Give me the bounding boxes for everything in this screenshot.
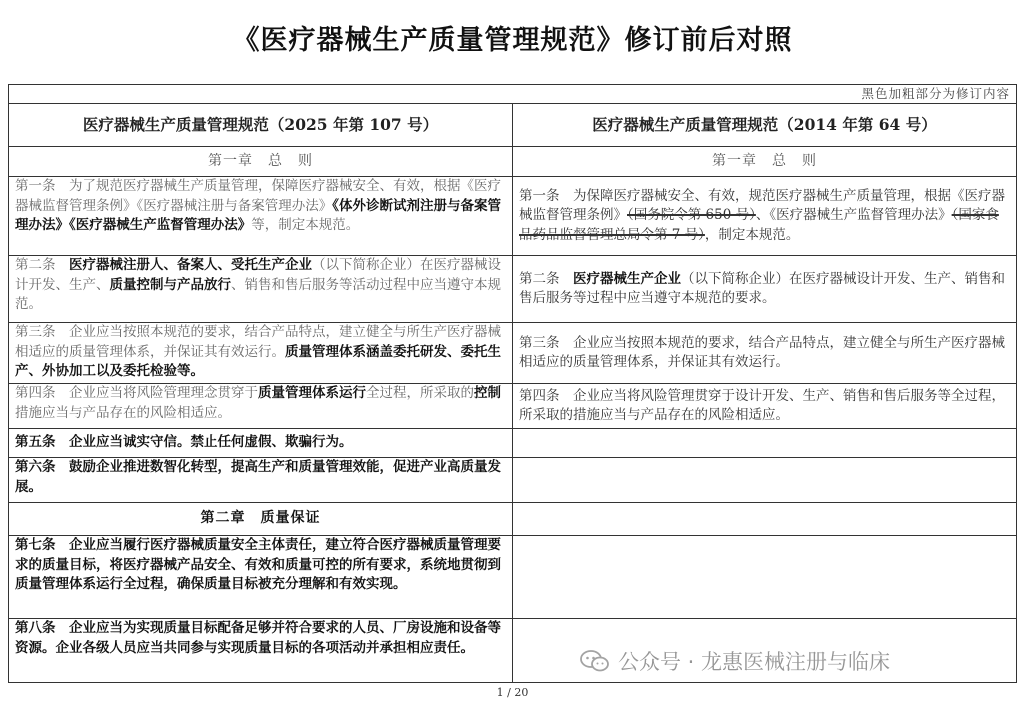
article-4-new: 第四条 企业应当将风险管理理念贯穿于质量管理体系运行全过程，所采取的控制措施应当与产品存在的风险相适应。 [9, 384, 513, 429]
article-1-new: 第一条 为了规范医疗器械生产质量管理，保障医疗器械安全、有效，根据《医疗器械监督管理条例》《医疗器械注册与备案管理办法》《体外诊断试剂注册与备案管理办法》《医疗器械生产监督管理办法》等，制定本规范。 [9, 177, 513, 256]
watermark [580, 646, 890, 676]
article-3-old: 第三条 企业应当按照本规范的要求，结合产品特点，建立健全与所生产医疗器械相适应的质量管理体系，并保证其有效运行。 [513, 323, 1017, 384]
header-old-version: 医疗器械生产质量管理规范（2014 年第 64 号） [513, 104, 1017, 147]
article-1-old: 第一条 为保障医疗器械安全、有效，规范医疗器械生产质量管理，根据《医疗器械监督管理条例》（国务院令第 650 号）、《医疗器械生产监督管理办法》（国家食品药品监督管理总局令第 7 号），制定本规范。 [513, 177, 1017, 256]
article-7-new: 第七条 企业应当履行医疗器械质量安全主体责任，建立符合医疗器械质量管理要求的质量目标，将医疗器械产品安全、有效和质量可控的所有要求，系统地贯彻到质量管理体系运行全过程，确保质量目标被充分理解和有效实现。 [9, 536, 513, 619]
article-2-new: 第二条 医疗器械注册人、备案人、受托生产企业（以下简称企业）在医疗器械设计开发、生产、质量控制与产品放行、销售和售后服务等活动过程中应当遵守本规范。 [9, 256, 513, 323]
article-5-old-empty [513, 429, 1017, 458]
article-8-new: 第八条 企业应当为实现质量目标配备足够并符合要求的人员、厂房设施和设备等资源。企业各级人员应当共同参与实现质量目标的各项活动并承担相应责任。 [9, 619, 513, 683]
page-title: 《医疗器械生产质量管理规范》修订前后对照 [232, 25, 793, 56]
table-row [9, 177, 1017, 256]
chapter-1-new: 第一章 总 则 [9, 147, 513, 177]
table-row [9, 458, 1017, 503]
chapter-row [9, 147, 1017, 177]
table-row [9, 429, 1017, 458]
chapter-1-old: 第一章 总 则 [513, 147, 1017, 177]
revision-note: 黑色加粗部分为修订内容 [9, 85, 1017, 104]
article-3-new: 第三条 企业应当按照本规范的要求，结合产品特点，建立健全与所生产医疗器械相适应的质量管理体系，并保证其有效运行。质量管理体系涵盖委托研发、委托生产、外协加工以及委托检验等。 [9, 323, 513, 384]
chapter-row [9, 503, 1017, 536]
article-5-new: 第五条 企业应当诚实守信。禁止任何虚假、欺骗行为。 [9, 429, 513, 458]
article-7-old-empty [513, 536, 1017, 619]
header-new-version: 医疗器械生产质量管理规范（2025 年第 107 号） [9, 104, 513, 147]
article-6-new: 第六条 鼓励企业推进数智化转型，提高生产和质量管理效能，促进产业高质量发展。 [9, 458, 513, 503]
wechat-icon [580, 650, 610, 672]
comparison-table [8, 84, 1017, 683]
table-row [9, 384, 1017, 429]
article-6-old-empty [513, 458, 1017, 503]
table-row [9, 536, 1017, 619]
table-row [9, 323, 1017, 384]
table-row [9, 256, 1017, 323]
watermark-text: 公众号 · 龙惠医械注册与临床 [618, 650, 891, 674]
article-4-old: 第四条 企业应当将风险管理贯穿于设计开发、生产、销售和售后服务等全过程，所采取的措施应当与产品存在的风险相适应。 [513, 384, 1017, 429]
page-number: 1 / 20 [496, 686, 529, 699]
article-2-old: 第二条 医疗器械生产企业（以下简称企业）在医疗器械设计开发、生产、销售和售后服务等过程中应当遵守本规范的要求。 [513, 256, 1017, 323]
chapter-2-new: 第二章 质量保证 [9, 503, 513, 536]
header-row [9, 104, 1017, 147]
note-row [9, 85, 1017, 104]
chapter-2-old-empty [513, 503, 1017, 536]
